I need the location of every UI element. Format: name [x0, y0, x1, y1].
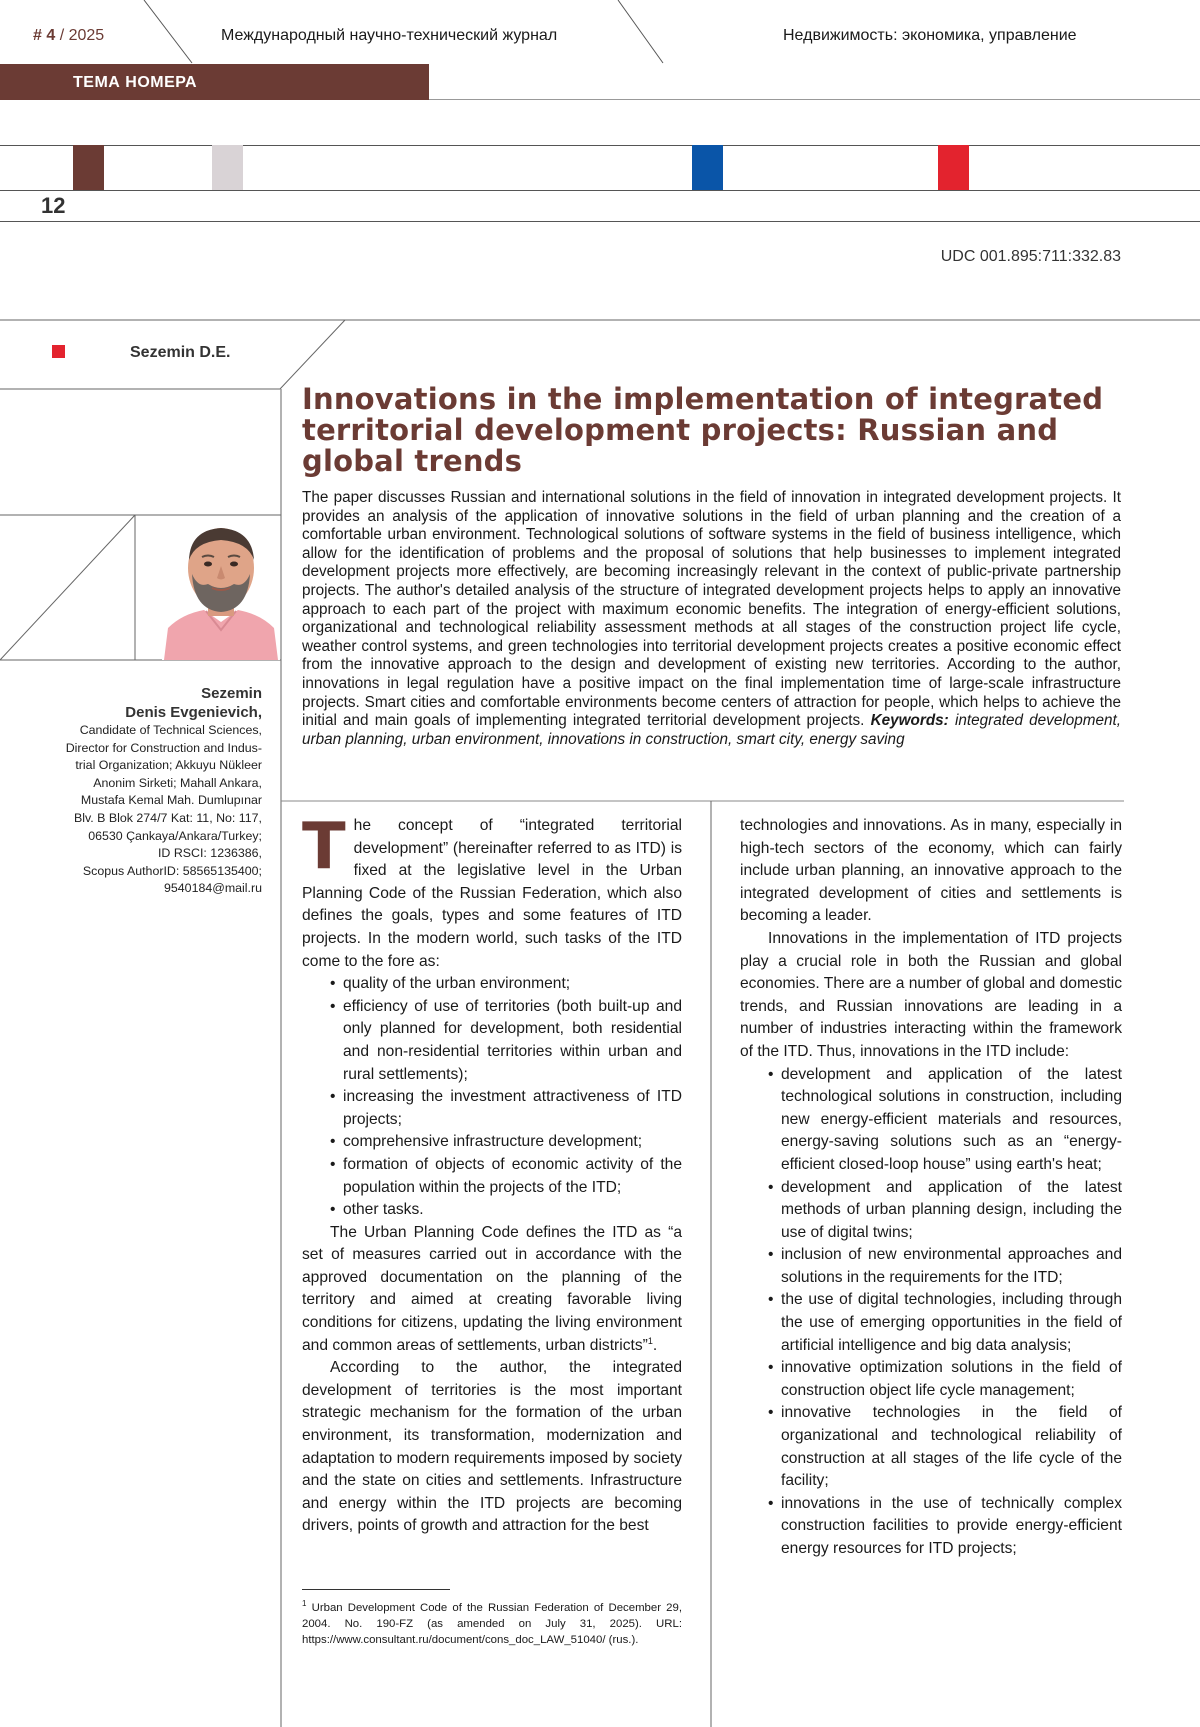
- list-item: • quality of the urban environment;: [330, 973, 682, 996]
- paragraph: The Urban Planning Code defines the ITD as “a set of measures carried out in accordance with the approved documentation on the planning of the territory and aimed at creating favorable living conditions for citizens, updating the living environment and common areas of settlements, urban districts”$^1$.: [302, 1223, 682, 1354]
- author-detail-line: Director for Construction and Indus-: [65, 740, 262, 755]
- author-given-name: Denis Evgenievich,: [125, 704, 262, 721]
- issue-year: / 2025: [55, 27, 105, 44]
- list-item: • innovative technologies in the field of organizational and technological reliability of construction at all stages of the life cycle of the facility;: [768, 1402, 1122, 1492]
- list-item: • innovations in the use of technically complex construction facilities to provide energy-efficient energy resources for ITD projects;: [768, 1493, 1122, 1561]
- list-item: • other tasks.: [330, 1199, 682, 1222]
- author-marker: [52, 345, 65, 358]
- author-surname: Sezemin: [201, 685, 262, 702]
- list-item: • development and application of the latest technological solutions in construction, including new energy-efficient materials and resources, energy-saving solutions such as an “energy-efficient closed-loop house” using earth's heat;: [768, 1064, 1122, 1177]
- list-item: • development and application of the latest methods of urban planning design, including the use of digital twins;: [768, 1177, 1122, 1245]
- author-short-name: Sezemin D.E.: [130, 344, 231, 361]
- author-detail-line: Blv. B Blok 274/7 Kat: 11, No: 117,: [73, 810, 262, 825]
- article-title: Innovations in the implementation of integrated territorial development projects: Russian and global trends: [302, 382, 1104, 478]
- author-photo: [162, 518, 280, 660]
- section-label: ТЕМА НОМЕРА: [73, 74, 198, 91]
- footnote-ref[interactable]: 1: [647, 1335, 653, 1346]
- author-detail-line: trial Organization; Akkuyu Nükleer: [75, 758, 262, 773]
- paragraph: The concept of “integrated territorial development” (hereinafter referred to as ITD) is fixed at the legislative level in the Urban Planning Code of the Russian Federation, which also defines the goals, types and some features of ITD projects. In the modern world, such tasks of the ITD come to the fore as:: [302, 810, 682, 970]
- body-column-right: [740, 815, 1122, 1561]
- udc-code: UDC 001.895:711:332.83: [940, 248, 1121, 265]
- list-item: • comprehensive infrastructure development;: [330, 1131, 682, 1154]
- abstract: [302, 489, 1121, 749]
- list-item: • innovative optimization solutions in the field of construction object life cycle management;: [768, 1357, 1122, 1402]
- author-scopus-id: Scopus AuthorID: 58565135400;: [82, 863, 262, 878]
- list-item: • inclusion of new environmental approaches and solutions in the requirements for the ITD;: [768, 1244, 1122, 1289]
- paragraph: technologies and innovations. As in many, especially in high-tech sectors of the economy, which can fairly include urban planning, an innovative approach to the integrated development of cities and settlements is becoming a leader.: [740, 817, 1122, 925]
- keywords-label: Keywords:: [870, 712, 949, 730]
- author-detail-line: Anonim Sirketi; Mahall Ankara,: [93, 775, 262, 790]
- keywords-text: integrated development, urban planning, urban environment, innovations in construction, smart city, energy saving: [302, 712, 1122, 748]
- author-rsci-id: ID RSCI: 1236386,: [157, 846, 262, 861]
- journal-subject: Недвижимость: экономика, управление: [783, 27, 1077, 44]
- list-item: • efficiency of use of territories (both built-up and only planned for development, both residential and non-residential territories within urban and rural settlements);: [330, 996, 682, 1086]
- list-item: • increasing the investment attractiveness of ITD projects;: [330, 1086, 682, 1131]
- journal-name: Международный научно-технический журнал: [221, 27, 558, 44]
- innovation-list: [740, 1064, 1122, 1561]
- author-detail-line: 06530 Çankaya/Ankara/Turkey;: [88, 828, 262, 843]
- issue-number: # 4: [33, 27, 56, 44]
- list-item: • the use of digital technologies, including through the use of emerging opportunities in the field of artificial intelligence and big data analysis;: [768, 1289, 1122, 1357]
- author-detail-line: Candidate of Technical Sciences,: [79, 723, 262, 737]
- author-email: 9540184@mail.ru: [164, 881, 262, 896]
- drop-cap: T: [302, 810, 346, 884]
- abstract-text: The paper discusses Russian and international solutions in the field of innovation in integrated development projects. It provides an analysis of the application of innovative solutions in the field of urban planning and the creation of a comfortable urban environment. Technological solutions of software systems in the field of business intelligence, which allow for the identification of problems and the proposal of solutions that help businesses to implement integrated development projects more effectively, are becoming increasingly relevant in the context of public-private partnership projects. The author's detailed analysis of the structure of integrated development projects helps to apply an innovative approach to each part of the project with maximum economic benefits. The integration of energy-efficient solutions, organizational and technological reliability assessment methods at all stages of the construction project life cycle, weather control systems, and green technologies into territorial development projects creates a positive economic effect from the innovative approach to the design and development of existing new territories. According to the author, innovations in legal regulation have a positive impact on the final implementation time of large-scale infrastructure projects. Smart cities and comfortable environments become centers of attraction for people, which helps to achieve the initial and main goals of implementing integrated territorial development projects.: [302, 489, 1121, 730]
- task-list: [302, 973, 682, 1222]
- footnote-rule: [302, 1589, 450, 1590]
- list-item: • formation of objects of economic activity of the population within the projects of the ITD;: [330, 1154, 682, 1199]
- paragraph: According to the author, the integrated development of territories is the most important strategic mechanism for the formation of the urban environment, its transformation, modernization and adaptation to modern requirements imposed by society and the state on cities and settlements. Infrastructure and energy within the ITD projects are becoming drivers, points of growth and attraction for the best: [302, 1359, 682, 1535]
- footnote-mark: 1: [302, 1599, 307, 1609]
- author-details: [20, 684, 262, 898]
- body-column-left: [302, 810, 682, 1538]
- page-number: 12: [41, 193, 66, 218]
- author-detail-line: Mustafa Kemal Mah. Dumlupınar: [80, 793, 262, 808]
- footnote: $^1$ Urban Development Code of the Russian Federation of December 29, 2004. No. 190-FZ (as amended on July 31, 2025). URL: https://www.consultant.ru/document/cons_doc_LAW_51040/ (rus.).: [302, 1599, 682, 1646]
- paragraph: Innovations in the implementation of ITD projects play a crucial role in both the Russian and global economies. There are a number of global and domestic trends, and Russian innovations are leading in a number of industries interacting within the framework of the ITD. Thus, innovations in the ITD include:: [740, 929, 1122, 1060]
